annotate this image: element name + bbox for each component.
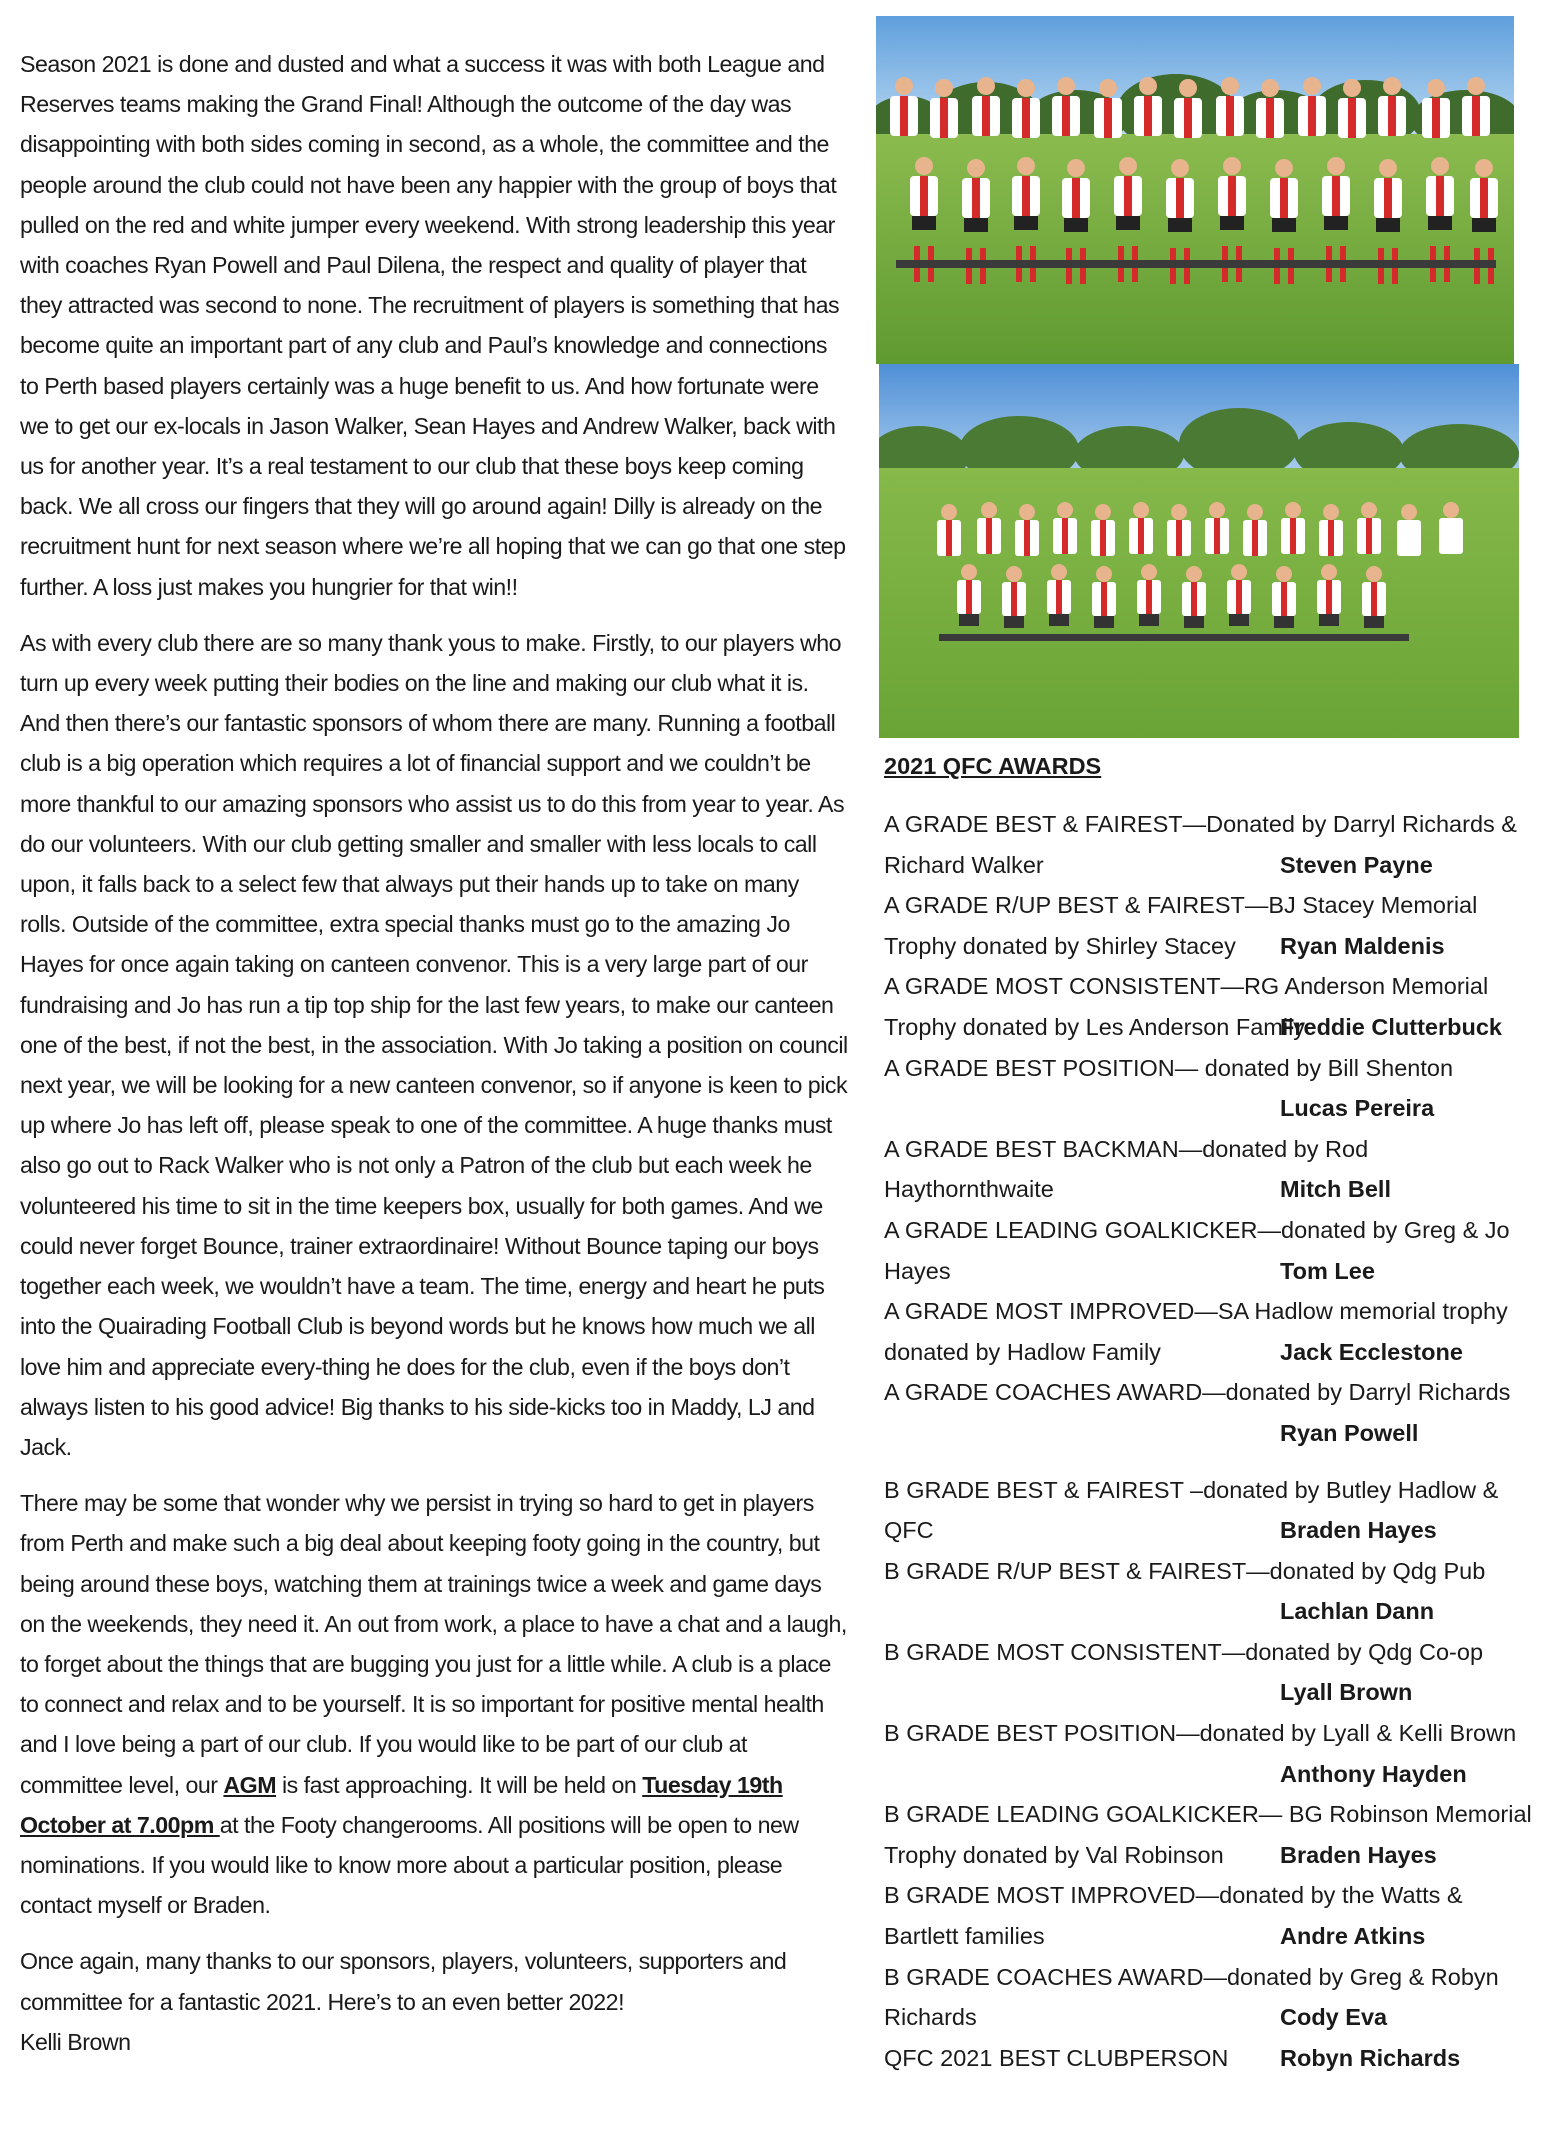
award-item — [884, 1129, 1544, 1210]
award-description: B GRADE MOST CONSISTENT—donated by Qdg Co-op — [884, 1638, 1484, 1665]
award-detail-line — [884, 1916, 1544, 1957]
signature: Kelli Brown — [20, 2028, 131, 2055]
award-winner: Freddie Clutterbuck — [1280, 1013, 1502, 1040]
award-item — [884, 1551, 1544, 1632]
award-winner: Ryan Powell — [1280, 1419, 1419, 1446]
award-detail-line — [884, 1510, 1544, 1551]
award-winner: Lyall Brown — [1280, 1679, 1413, 1706]
award-description: A GRADE BEST BACKMAN—donated by Rod — [884, 1135, 1369, 1162]
award-detail-line — [884, 2038, 1544, 2079]
award-detail-line — [884, 1672, 1544, 1713]
agm-date-highlight: Tuesday 19th October at 7.00pm — [20, 1771, 783, 1838]
award-winner: Steven Payne — [1280, 851, 1433, 878]
award-item — [884, 1048, 1544, 1129]
award-item — [884, 804, 1544, 885]
award-description-continued: Hayes — [884, 1257, 951, 1284]
awards-list — [884, 804, 1544, 2078]
article-paragraph-3-part-b: is fast approaching. It will be held on — [276, 1771, 643, 1798]
award-description: A GRADE BEST & FAIREST—Donated by Darryl Richards & — [884, 811, 1517, 837]
agm-highlight: AGM — [223, 1771, 277, 1798]
article-paragraph-3-part-a: There may be some that wonder why we persist in trying so hard to get in players from Perth and make such a big deal about keeping footy going in the country, but being around these boys, watching them at trainings twice a week and game days on the weekends, they need it. An out from work, a place to have a chat and a laugh, to forget about the things that are bugging you just for a little while. A club is a place to connect and relax and to be yourself. It is so important for positive mental health and I love being a part of our club. If you would like to be part of our club at committee level, our — [20, 1490, 847, 1798]
award-item — [884, 1713, 1544, 1794]
award-item — [884, 1957, 1544, 2038]
award-detail-line — [884, 1997, 1544, 2038]
article-paragraph-4: Once again, many thanks to our sponsors, players, volunteers, supporters and committee for a fantastic 2021. Here’s to an even better 2022! — [20, 1948, 787, 2015]
award-winner: Lucas Pereira — [1280, 1095, 1435, 1122]
award-winner: Cody Eva — [1280, 2004, 1388, 2031]
award-description: QFC 2021 BEST CLUBPERSON — [884, 2044, 1229, 2071]
award-item — [884, 1632, 1544, 1713]
award-description-continued: Trophy donated by Val Robinson — [884, 1841, 1224, 1868]
award-description: B GRADE BEST POSITION—donated by Lyall & Kelli Brown — [884, 1720, 1517, 1747]
team-photo-b-grade — [879, 364, 1519, 738]
award-detail-line — [884, 1413, 1544, 1454]
awards-title: 2021 QFC AWARDS — [884, 753, 1102, 779]
award-winner: Braden Hayes — [1280, 1517, 1437, 1544]
award-item — [884, 966, 1544, 1047]
award-winner: Mitch Bell — [1280, 1176, 1391, 1203]
team-photo-b-grade-image — [879, 364, 1519, 738]
award-description-continued: Richard Walker — [884, 851, 1044, 878]
award-item — [884, 1794, 1544, 1875]
award-description-continued: Trophy donated by Shirley Stacey — [884, 932, 1236, 959]
award-winner: Braden Hayes — [1280, 1841, 1437, 1868]
awards-column — [884, 746, 1544, 2078]
article-column — [20, 44, 850, 2062]
award-item — [884, 1291, 1544, 1372]
award-item — [884, 1875, 1544, 1956]
award-winner: Anthony Hayden — [1280, 1760, 1467, 1787]
award-detail-line — [884, 845, 1544, 886]
award-description: A GRADE COACHES AWARD—donated by Darryl Richards — [884, 1379, 1511, 1406]
award-description: B GRADE MOST IMPROVED—donated by the Watts & — [884, 1882, 1463, 1909]
award-detail-line — [884, 1169, 1544, 1210]
team-photo-a-grade-image — [876, 16, 1514, 364]
team-photo-a-grade — [876, 16, 1514, 364]
award-description: A GRADE LEADING GOALKICKER—donated by Greg & Jo — [884, 1216, 1510, 1243]
award-description: B GRADE COACHES AWARD—donated by Greg & Robyn — [884, 1963, 1499, 1990]
award-detail-line — [884, 1835, 1544, 1876]
award-item — [884, 1372, 1544, 1453]
award-description: A GRADE R/UP BEST & FAIREST—BJ Stacey Memorial — [884, 892, 1478, 919]
award-description-continued: Richards — [884, 2004, 977, 2031]
award-item — [884, 1470, 1544, 1551]
award-item — [884, 885, 1544, 966]
award-winner: Tom Lee — [1280, 1257, 1375, 1284]
award-winner: Robyn Richards — [1280, 2044, 1461, 2071]
award-description: A GRADE MOST CONSISTENT—RG Anderson Memorial — [884, 973, 1489, 1000]
award-detail-line — [884, 1754, 1544, 1795]
award-item-clubperson — [884, 2038, 1544, 2079]
award-winner: Jack Ecclestone — [1280, 1338, 1463, 1365]
award-winner: Lachlan Dann — [1280, 1598, 1435, 1625]
award-item — [884, 1210, 1544, 1291]
award-detail-line — [884, 1332, 1544, 1373]
award-description-continued: Bartlett families — [884, 1923, 1045, 1950]
award-detail-line — [884, 1088, 1544, 1129]
award-description-continued: Haythornthwaite — [884, 1176, 1054, 1203]
award-description-continued: QFC — [884, 1517, 934, 1544]
article-paragraph-1: Season 2021 is done and dusted and what a success it was with both League and Reserves teams making the Grand Final! Although the outcome of the day was disappointing with both sides coming in second, as a whole, the committee and the people around the club could not have been any happier with the group of boys that pulled on the red and white jumper every weekend. With strong leadership this year with coaches Ryan Powell and Paul Dilena, the respect and quality of player that they attracted was second to none. The recruitment of players is something that has become quite an important part of any club and Paul’s knowledge and connections to Perth based players certainly was a huge benefit to us. And how fortunate were we to get our ex-locals in Jason Walker, Sean Hayes and Andrew Walker, back with us for another year. It’s a real testament to our club that these boys keep coming back. We all cross our fingers that they will go around again! Dilly is already on the recruitment hunt for next season where we’re all hoping that we can go that one step further. A loss just makes you hungrier for that win!! — [20, 51, 846, 600]
award-description: A GRADE MOST IMPROVED—SA Hadlow memorial trophy — [884, 1298, 1508, 1325]
award-description: A GRADE BEST POSITION— donated by Bill Shenton — [884, 1054, 1454, 1081]
section-gap — [884, 1454, 1544, 1470]
award-description: B GRADE BEST & FAIREST –donated by Butley Hadlow & — [884, 1476, 1499, 1503]
award-detail-line — [884, 1251, 1544, 1292]
article-paragraph-3 — [20, 1483, 850, 1925]
article-paragraph-3-part-c: at the Footy changerooms. All positions will be open to new nominations. If you would like to know more about a particular position, please contact myself or Braden. — [20, 1811, 799, 1919]
award-description: B GRADE LEADING GOALKICKER— BG Robinson Memorial — [884, 1801, 1532, 1828]
award-description: B GRADE R/UP BEST & FAIREST—donated by Qdg Pub — [884, 1557, 1486, 1584]
award-description-continued: Trophy donated by Les Anderson Family — [884, 1013, 1306, 1040]
article-paragraph-2: As with every club there are so many thank yous to make. Firstly, to our players who turn up every week putting their bodies on the line and making our club what it is. And then there’s our fantastic sponsors of whom there are many. Running a football club is a big operation which requires a lot of financial support and we couldn’t be more thankful to our amazing sponsors who assist us to do this from year to year. As do our volunteers. With our club getting smaller and smaller with less locals to call upon, it falls back to a select few that always put their hands up to take on many rolls. Outside of the committee, extra special thanks must go to the amazing Jo Hayes for once again taking on canteen convenor. This is a very large part of our fundraising and Jo has run a tip top ship for the last few years, to make our canteen one of the best, if not the best, in the association. With Jo taking a position on council next year, we will be looking for a new canteen convenor, so if anyone is keen to pick up where Jo has left off, please speak to one of the committee. A huge thanks must also go out to Rack Walker who is not only a Patron of the club but each week he volunteered his time to sit in the time keepers box, usually for both games. And we could never forget Bounce, trainer extraordinaire! Without Bounce taping our boys together each week, we wouldn’t have a team. The time, energy and heart he puts into the Quairading Football Club is beyond words but he knows how much we all love him and appreciate every-thing he does for the club, even if the boys don’t always listen to his good advice! Big thanks to his side-kicks too in Maddy, LJ and Jack. — [20, 629, 848, 1460]
award-detail-line — [884, 926, 1544, 967]
award-winner: Andre Atkins — [1280, 1923, 1426, 1950]
award-winner: Ryan Maldenis — [1280, 932, 1445, 959]
award-description-continued: donated by Hadlow Family — [884, 1338, 1161, 1365]
award-detail-line — [884, 1591, 1544, 1632]
award-detail-line — [884, 1007, 1544, 1048]
